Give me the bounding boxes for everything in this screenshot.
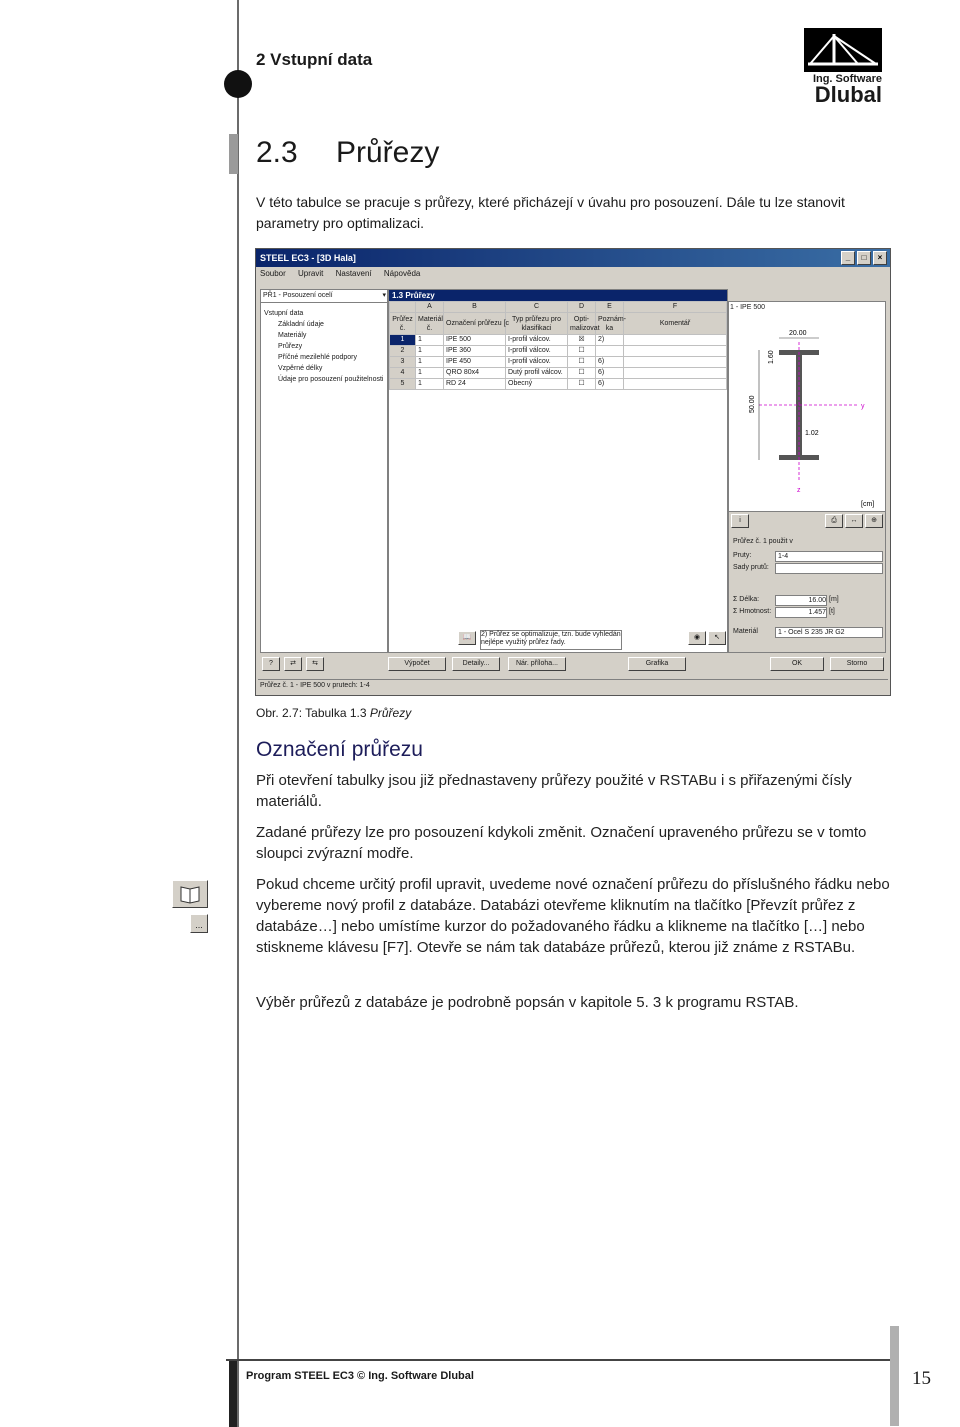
menu-napoveda[interactable]: Nápověda (383, 269, 421, 278)
caption-title: Průřezy (369, 706, 412, 720)
import-icon[interactable]: ⇆ (306, 657, 324, 671)
length-label: Σ Délka: (733, 596, 760, 603)
col-letter: B (444, 302, 506, 313)
optimize-checkbox[interactable]: ☐ (568, 379, 596, 390)
figure-caption (256, 706, 411, 720)
row-number: 3 (390, 357, 416, 368)
row-number: 5 (390, 379, 416, 390)
mass-label: Σ Hmotnost: (733, 608, 772, 615)
export-icon[interactable]: ⇄ (284, 657, 302, 671)
menu-nastaveni[interactable]: Nastavení (335, 269, 372, 278)
database-icon[interactable]: 📖 (458, 631, 476, 645)
col-header: Označení průřezu [c (444, 313, 506, 335)
cell-comment[interactable] (624, 357, 727, 368)
national-annex-button[interactable]: Nár. příloha... (508, 657, 566, 671)
menu-upravit[interactable]: Upravit (298, 269, 324, 278)
footer-line (226, 1359, 898, 1361)
logo-subtitle: Ing. Software (812, 73, 882, 85)
members-label: Pruty: (733, 552, 752, 559)
margin-line (237, 0, 239, 1427)
preview-title: 1 - IPE 500 (730, 304, 766, 311)
zoom-icon[interactable]: ⊕ (865, 514, 883, 528)
footer-program: Program STEEL EC3 © Ing. Software Dlubal (246, 1370, 474, 1382)
load-case-select[interactable] (260, 289, 388, 303)
axis-y-label: y (861, 403, 865, 410)
tree-item[interactable]: Příčné mezilehlé podpory (278, 354, 357, 361)
cancel-button[interactable]: Storno (830, 657, 884, 671)
logo-name: Dlubal (814, 82, 882, 107)
table-row[interactable] (390, 346, 727, 357)
status-bar: Průřez č. 1 - IPE 500 v prutech: 1-4 (258, 679, 888, 692)
axis-z-label: z (797, 487, 801, 494)
cell-section[interactable]: IPE 450 (444, 357, 506, 368)
graphics-button[interactable]: Grafika (628, 657, 686, 671)
dimension-icon[interactable]: ↔ (845, 514, 863, 528)
row-number: 1 (390, 335, 416, 346)
mass-value: 1.457 (775, 607, 827, 618)
subheading: Označení průřezu (256, 738, 423, 761)
cell-comment[interactable] (624, 346, 727, 357)
database-book-icon (172, 880, 208, 908)
optimize-checkbox[interactable]: ☒ (568, 335, 596, 346)
paragraph: Výběr průřezů z databáze je podrobně popsán v kapitole 5. 3 k programu RSTAB. (256, 994, 799, 1011)
section-info-panel (728, 511, 886, 653)
cell-type[interactable]: I-profil válcov. (506, 335, 568, 346)
col-letter: F (624, 302, 727, 313)
cell-section[interactable]: RD 24 (444, 379, 506, 390)
window-titlebar (256, 249, 890, 267)
col-letter (390, 302, 416, 313)
tree-item[interactable]: Základní údaje (278, 321, 324, 328)
table-row[interactable] (390, 379, 727, 390)
cell-comment[interactable] (624, 379, 727, 390)
cell-type[interactable]: Dutý profil válcov. (506, 368, 568, 379)
menu-bar (256, 267, 890, 281)
calculate-button[interactable]: Výpočet (388, 657, 446, 671)
cell-material[interactable]: 1 (416, 379, 444, 390)
sets-label: Sady prutů: (733, 564, 769, 571)
paragraph: Pokud chceme určitý profil upravit, uvedeme nové označení průřezu do příslušného řádku nebo vybereme nový profil z databáze. Databázi otevřeme kliknutím na tlačítko [Převzít průřez z databáze…] nebo umístíme kurzor do požadovaného řádku a klikneme na tlačítko […] nebo stiskneme klávesu [F7]. Otevře se nám tak databáze průřezů, kterou již známe z RSTABu. (256, 876, 890, 956)
cell-note: 2) (596, 335, 624, 346)
select-icon[interactable]: ↖ (708, 631, 726, 645)
table-row[interactable] (390, 357, 727, 368)
col-header: Komentář (624, 313, 727, 335)
cell-note: 6) (596, 379, 624, 390)
col-letter: C (506, 302, 568, 313)
col-header: Poznám-ka (596, 313, 624, 335)
cell-note (596, 346, 624, 357)
cell-material[interactable]: 1 (416, 346, 444, 357)
footnote-area (388, 629, 726, 649)
cell-note: 6) (596, 368, 624, 379)
col-letter: A (416, 302, 444, 313)
row-number: 2 (390, 346, 416, 357)
table-row[interactable] (390, 368, 727, 379)
dlubal-logo (804, 28, 882, 105)
table-row[interactable] (390, 335, 727, 346)
cell-type[interactable]: I-profil válcov. (506, 346, 568, 357)
tree-item[interactable]: Údaje pro posouzení použitelnosti (278, 376, 384, 383)
row-number: 4 (390, 368, 416, 379)
bridge-logo-icon (804, 28, 882, 72)
dim-flange: 1.60 (768, 350, 775, 364)
sections-table (388, 289, 728, 653)
material-label: Materiál (733, 628, 758, 635)
optimize-checkbox[interactable]: ☐ (568, 357, 596, 368)
dim-height: 50.00 (749, 395, 756, 413)
table-title: 1.3 Průřezy (389, 290, 727, 301)
cell-material[interactable]: 1 (416, 357, 444, 368)
cell-section[interactable]: QRO 80x4 (444, 368, 506, 379)
mass-unit: [t] (829, 608, 835, 615)
footnote-text: 2) Průřez se optimalizuje, tzn. bude vyhledán nejlépe využitý průřez řady. (480, 630, 622, 650)
close-button[interactable]: × (873, 251, 887, 265)
details-button[interactable]: Detaily... (452, 657, 500, 671)
ok-button[interactable]: OK (770, 657, 824, 671)
caption-prefix: Obr. 2.7: Tabulka 1.3 (256, 706, 370, 720)
material-value: 1 - Ocel S 235 JR G2 (775, 627, 883, 638)
col-letter: E (596, 302, 624, 313)
used-in-label: Průřez č. 1 použit v (733, 538, 793, 545)
page-number: 15 (912, 1368, 931, 1389)
print-icon[interactable]: ⎙ (825, 514, 843, 528)
length-value: 16.00 (775, 595, 827, 606)
intro-text: V této tabulce se pracuje s průřezy, které přicházejí v úvahu pro posouzení. Dále tu lze stanovit parametry pro optimalizaci. (256, 194, 845, 231)
tree-item[interactable]: Vzpěrné délky (278, 365, 323, 372)
dim-web: 1.02 (805, 430, 819, 437)
section-name: Průřezy (336, 136, 440, 169)
cell-section[interactable]: IPE 360 (444, 346, 506, 357)
cell-note: 6) (596, 357, 624, 368)
chevron-down-icon: ▾ (382, 292, 386, 299)
optimize-checkbox[interactable]: ☐ (568, 346, 596, 357)
info-icon[interactable]: i (731, 514, 749, 528)
tree-root[interactable]: Vstupní data (264, 310, 304, 317)
window-title: STEEL EC3 - [3D Hala] (260, 253, 356, 263)
page-bar (890, 1326, 899, 1426)
footer-bar (229, 1361, 237, 1427)
view-icon[interactable]: ◉ (688, 631, 706, 645)
dim-width: 20.00 (789, 330, 807, 337)
cell-type[interactable]: I-profil válcov. (506, 357, 568, 368)
i-beam-drawing (729, 302, 885, 514)
section-number: 2.3 (256, 136, 298, 169)
col-header: Materiál č. (416, 313, 444, 335)
paragraph: Zadané průřezy lze pro posouzení kdykoli změnit. Označení upraveného průřezu se v tomto sloupci zvýrazní modře. (256, 824, 867, 862)
cell-type[interactable]: Obecný (506, 379, 568, 390)
col-header: Typ průřezu pro klasifikaci (506, 313, 568, 335)
unit-label: [cm] (861, 501, 875, 508)
cell-material[interactable]: 1 (416, 368, 444, 379)
paragraph: Při otevření tabulky jsou již přednastaveny průřezy použité v RSTABu i s přiřazenými čísly materiálů. (256, 772, 852, 810)
section-preview (728, 301, 886, 515)
menu-soubor[interactable]: Soubor (260, 269, 286, 278)
load-case-value: PŘ1 - Posouzení ocelí (263, 292, 333, 299)
help-icon[interactable]: ? (262, 657, 280, 671)
minimize-button[interactable]: _ (841, 251, 855, 265)
sets-value (775, 563, 883, 574)
chapter-header: 2 Vstupní data (256, 50, 373, 69)
length-unit: [m] (829, 596, 839, 603)
cell-comment[interactable] (624, 368, 727, 379)
maximize-button[interactable]: □ (857, 251, 871, 265)
cell-material[interactable]: 1 (416, 335, 444, 346)
section-bar (229, 134, 238, 174)
section-title (256, 136, 439, 170)
app-window (255, 248, 891, 696)
navigator-tree (260, 289, 388, 653)
cell-comment[interactable] (624, 335, 727, 346)
ellipsis-button-icon: ... (190, 914, 208, 933)
members-value: 1-4 (775, 551, 883, 562)
col-letter: D (568, 302, 596, 313)
button-row (260, 657, 886, 671)
col-header: Opti-malizovat (568, 313, 596, 335)
optimize-checkbox[interactable]: ☐ (568, 368, 596, 379)
cell-section[interactable]: IPE 500 (444, 335, 506, 346)
col-header: Průřez č. (390, 313, 416, 335)
tree-item[interactable]: Materiály (278, 332, 307, 339)
chapter-dot (224, 70, 252, 98)
tree-item[interactable]: Průřezy (278, 343, 303, 350)
